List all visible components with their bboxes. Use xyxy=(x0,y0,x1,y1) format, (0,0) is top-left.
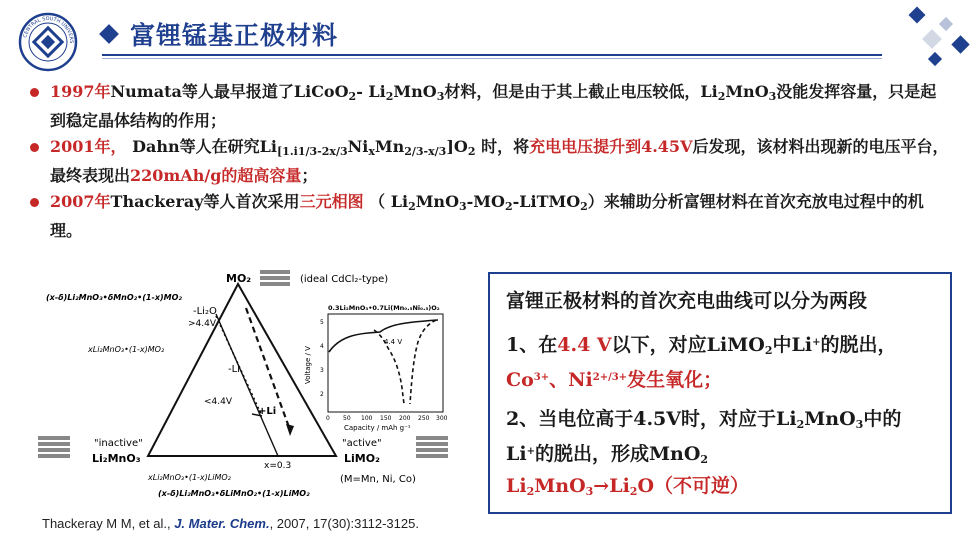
text: 没能发挥容量，只是起到稳定晶体结构的作用； xyxy=(50,82,937,130)
citation-authors: Thackeray M M, et al., xyxy=(42,516,175,531)
deco-diamond-icon xyxy=(922,29,942,49)
title-diamond-icon xyxy=(99,24,119,44)
superscript: + xyxy=(526,446,535,457)
inset-x-tick: 0 xyxy=(326,415,330,422)
text: Dahn等人在研究Li xyxy=(126,137,277,156)
superscript: 3+ xyxy=(533,372,550,383)
title-bar xyxy=(102,16,338,52)
subscript: 2 xyxy=(348,90,357,103)
citation-journal: J. Mater. Chem. xyxy=(174,516,270,531)
subscript: x xyxy=(368,145,375,158)
text: O（不可逆） xyxy=(637,475,750,497)
label-gt-4-4v: >4.4V xyxy=(188,319,217,329)
inset-y-tick: 5 xyxy=(320,319,324,326)
subscript: 3 xyxy=(436,90,445,103)
bullet-item-2007 xyxy=(30,190,950,243)
subscript: 2 xyxy=(580,200,588,213)
year-2007: 2007年 xyxy=(50,192,111,211)
highlight-phase-diagram: 三元相图 xyxy=(299,192,364,211)
subscript: 2 xyxy=(796,418,805,431)
bullet-dot-icon xyxy=(30,88,39,97)
label-lt-4-4v: <4.4V xyxy=(204,397,233,407)
label-m-definition: (M=Mn, Ni, Co) xyxy=(340,474,416,485)
text: 时，将 xyxy=(475,137,530,156)
text: 2、当电位高于4.5V时，对应于Li xyxy=(506,408,797,430)
inset-charge-curve xyxy=(304,304,448,432)
subscript: 2 xyxy=(408,200,416,213)
text: 1、在 xyxy=(506,334,558,356)
subscript: 2/3-x/3 xyxy=(404,145,447,158)
text: MnO xyxy=(804,408,856,430)
text: - Li xyxy=(356,82,386,101)
deco-diamond-icon xyxy=(928,52,942,66)
bullet-item-2001 xyxy=(30,135,950,188)
superscript: 2+/3+ xyxy=(592,372,628,383)
text: 中Li xyxy=(772,334,813,356)
inset-y-label: Voltage / V xyxy=(304,346,312,384)
citation-details: , 2007, 17(30):3112-3125. xyxy=(269,516,419,531)
crystal-icon-left xyxy=(38,436,70,458)
label-left-mid: xLi₂MnO₃•(1-x)MO₂ xyxy=(88,345,165,354)
text: Co xyxy=(506,369,534,391)
label-mo2: MO₂ xyxy=(226,272,252,285)
inset-y-tick: 2 xyxy=(320,391,324,398)
label-ideal-cdcl2: (ideal CdCl₂-type) xyxy=(300,274,389,285)
text: MnO xyxy=(534,475,586,497)
subscript: 3 xyxy=(585,485,594,498)
text: 、Ni xyxy=(549,369,593,391)
title-divider-thin xyxy=(102,58,882,59)
highlight-capacity: 220mAh/g的超高容量 xyxy=(130,166,302,185)
text: MnO xyxy=(415,192,459,211)
label-formula-top: (x-δ)Li₂MnO₃•δMnO₂•(1-x)MO₂ xyxy=(46,293,182,302)
subscript: [1.i1/3-2x/3 xyxy=(276,145,348,158)
text: Numata等人最早报道了LiCoO xyxy=(110,82,349,101)
crystal-icon-top xyxy=(260,270,290,286)
bullet-dot-icon xyxy=(30,198,39,207)
subscript: 2 xyxy=(504,200,513,213)
text: Li xyxy=(506,475,527,497)
deco-diamond-icon xyxy=(909,7,926,24)
year-2001: 2001年， xyxy=(50,137,127,156)
label-bottom2: (x-δ)Li₂MnO₃•δLiMnO₂•(1-x)LiMO₂ xyxy=(158,489,310,498)
text: ； xyxy=(301,166,318,185)
inset-x-tick: 250 xyxy=(418,415,430,422)
text: 以下，对应LiMO xyxy=(611,334,765,356)
subscript: 3 xyxy=(768,90,777,103)
subscript: 2 xyxy=(526,485,535,498)
text: 后发现，该材料出现新的电压平台，最终表现出 xyxy=(50,137,949,185)
citation xyxy=(42,516,419,531)
bullet-dot-icon xyxy=(30,143,39,152)
inset-x-tick: 100 xyxy=(361,415,373,422)
subscript: 2 xyxy=(700,453,709,466)
text: -MO xyxy=(466,192,505,211)
university-logo xyxy=(18,12,78,72)
subscript: 2 xyxy=(629,485,638,498)
bullet-list xyxy=(30,80,950,245)
text: （ Li xyxy=(363,192,409,211)
label-inactive: "inactive" xyxy=(94,438,143,449)
text: 发生氧化； xyxy=(627,369,723,391)
inset-x-tick: 200 xyxy=(399,415,411,422)
text: 中的Li xyxy=(506,408,902,465)
title-divider xyxy=(102,54,882,56)
subscript: 3 xyxy=(459,200,467,213)
text: ]O xyxy=(446,137,468,156)
infobox-item-2 xyxy=(506,406,934,505)
inset-y-tick: 4 xyxy=(320,343,324,350)
deco-diamond-icon xyxy=(951,35,969,53)
inset-x-tick: 50 xyxy=(343,415,351,422)
crystal-icon-right xyxy=(416,436,448,458)
label-bottom1: xLi₂MnO₃•(1-x)LiMO₂ xyxy=(148,473,231,482)
arrow-head xyxy=(286,424,294,436)
subscript: 2 xyxy=(467,145,476,158)
bullet-item-1997 xyxy=(30,80,950,133)
year-1997: 1997年 xyxy=(50,82,111,101)
superscript: + xyxy=(812,337,821,348)
text: →Li xyxy=(593,475,630,497)
inset-x-label: Capacity / mAh g⁻¹ xyxy=(344,424,411,432)
text: MnO xyxy=(393,82,437,101)
label-plus-li: +Li xyxy=(258,406,277,417)
inset-x-tick: 150 xyxy=(380,415,392,422)
subscript: 2 xyxy=(717,90,726,103)
text: -LiTMO xyxy=(512,192,581,211)
label-li2mno3: Li₂MnO₃ xyxy=(92,452,141,465)
text: 材料，但是由于其上截止电压较低，Li xyxy=(444,82,718,101)
text: Thackeray等人首次采用 xyxy=(110,192,300,211)
inset-x-tick: 300 xyxy=(436,415,448,422)
highlight-4-4v: 4.4 V xyxy=(557,334,612,356)
text: Ni xyxy=(347,137,369,156)
inset-title: 0.3Li₂MnO₃•0.7Li(Mn₀.₅Ni₀.₅)O₂ xyxy=(328,304,440,312)
infobox-item-1 xyxy=(506,329,934,394)
subscript: 3 xyxy=(855,418,864,431)
text: 的脱出， xyxy=(820,334,897,356)
ternary-phase-diagram xyxy=(28,264,468,504)
inset-4-4v-label: 4.4 V xyxy=(384,338,403,346)
page-title: 富锂锰基正极材料 xyxy=(130,21,339,50)
inset-y-tick: 3 xyxy=(320,367,324,374)
deco-diamond-icon xyxy=(939,17,953,31)
label-x03: x=0.3 xyxy=(264,461,292,471)
highlight-voltage: 充电电压提升到4.45V xyxy=(529,137,693,156)
subscript: 2 xyxy=(385,90,394,103)
charge-curve-infobox xyxy=(488,272,952,514)
label-minus-li: -Li xyxy=(228,364,240,375)
text: MnO xyxy=(725,82,769,101)
text: Mn xyxy=(374,137,405,156)
label-limo2: LiMO₂ xyxy=(344,452,380,465)
subscript: 2 xyxy=(764,344,773,357)
label-active: "active" xyxy=(342,438,382,449)
text: 的脱出，形成MnO xyxy=(534,443,701,465)
label-minus-li2o: -Li₂O xyxy=(193,306,217,317)
logo-text: CENTRAL SOUTH UNIVERS xyxy=(22,15,75,44)
text: ）来辅助分析富锂材料在首次充放电过程中的机理。 xyxy=(50,192,924,240)
infobox-title: 富锂正极材料的首次充电曲线可以分为两段 xyxy=(506,290,868,312)
